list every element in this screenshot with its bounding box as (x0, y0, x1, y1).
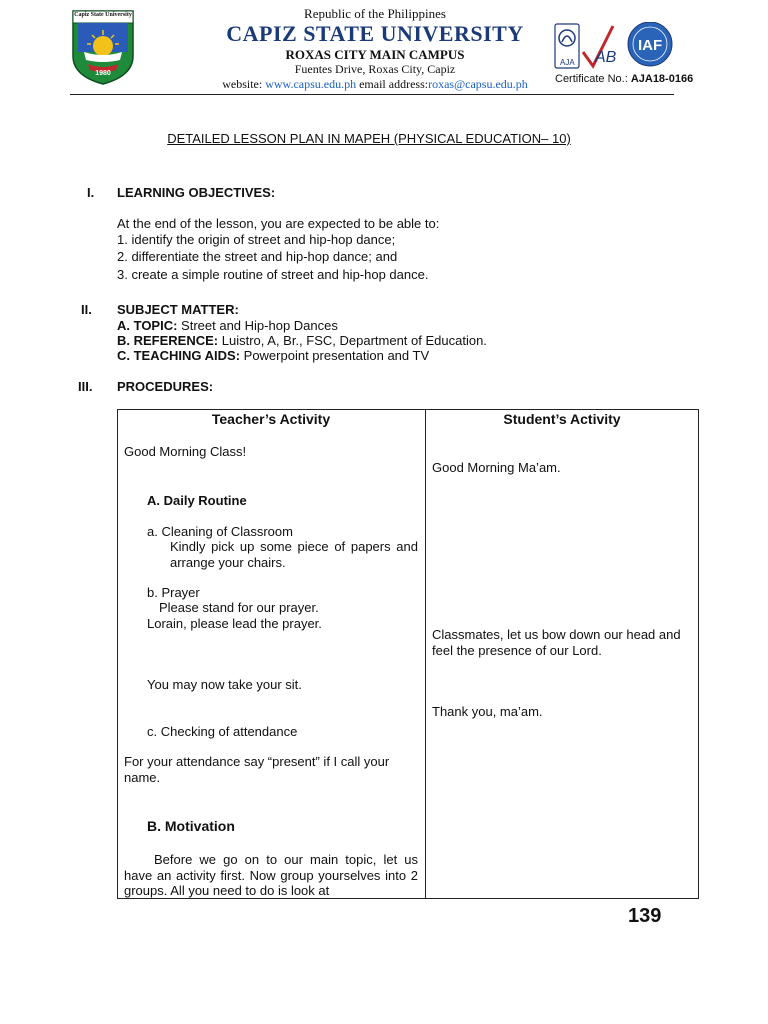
section-procedures-title: PROCEDURES: (117, 379, 214, 394)
subject-teaching-aids (117, 348, 429, 364)
subject-topic (117, 318, 338, 334)
attendance-detail: For your attendance say “present” if I call your name. (124, 754, 390, 785)
page-number: 139 (628, 905, 662, 927)
attendance-item: c. Checking of attendance (147, 724, 298, 739)
website-link[interactable]: www.capsu.edu.ph (265, 77, 357, 91)
certificate-value: AJA18-0166 (630, 73, 694, 85)
iaf-logo-text: IAF (638, 37, 663, 54)
logo-year: 1980 (95, 70, 111, 77)
teaching-aids-label: C. TEACHING AIDS: (117, 348, 241, 363)
reference-label: B. REFERENCE: (117, 333, 219, 348)
section-subject-number: II. (81, 302, 92, 317)
student-prayer: Classmates, let us bow down our head and feel the presence of our Lord. (432, 627, 681, 658)
teacher-greeting: Good Morning Class! (124, 444, 247, 459)
certificate-label: Certificate No.: (555, 73, 631, 85)
section-subject-title: SUBJECT MATTER: (117, 302, 239, 317)
section-objectives-number: I. (87, 185, 95, 200)
section-procedures-number: III. (78, 379, 93, 394)
contact-line (190, 77, 560, 92)
reference-value: Luistro, A, Br., FSC, Department of Education. (218, 333, 487, 348)
prayer-lead: Lorain, please lead the prayer. (147, 616, 322, 631)
header-divider (70, 94, 674, 95)
objective-item: 2. differentiate the street and hip-hop dance; and (117, 249, 398, 264)
table-column-divider (425, 409, 426, 899)
daily-routine-heading: A. Daily Routine (147, 493, 247, 508)
cleaning-detail: Kindly pick up some piece of papers and arrange your chairs. (170, 539, 418, 570)
objective-item: 3. create a simple routine of street and hip-hop dance. (117, 267, 429, 282)
prayer-stand: Please stand for our prayer. (159, 600, 319, 615)
certificate-number (555, 73, 693, 85)
document-title: DETAILED LESSON PLAN IN MAPEH (PHYSICAL EDUCATION– 10) (167, 131, 571, 146)
cleaning-item: a. Cleaning of Classroom (147, 524, 293, 539)
topic-value: Street and Hip-hop Dances (177, 318, 338, 333)
teaching-aids-value: Powerpoint presentation and TV (240, 348, 430, 363)
objectives-intro: At the end of the lesson, you are expected to be able to: (117, 216, 440, 231)
section-objectives-title: LEARNING OBJECTIVES: (117, 185, 276, 200)
email-label: email address: (356, 77, 429, 91)
objective-item: 1. identify the origin of street and hip-hop dance; (117, 232, 396, 247)
campus-name: ROXAS CITY MAIN CAMPUS (285, 47, 465, 62)
motivation-heading: B. Motivation (147, 818, 235, 834)
aja-logo-text: AJA (560, 58, 575, 67)
campus-address: Fuentes Drive, Roxas City, Capiz (294, 62, 456, 76)
prayer-item: b. Prayer (147, 585, 200, 600)
letterhead (190, 6, 560, 92)
student-greeting: Good Morning Ma’am. (432, 460, 561, 475)
take-sit: You may now take your sit. (147, 677, 302, 692)
topic-label: A. TOPIC: (117, 318, 178, 333)
student-thanks: Thank you, ma’am. (432, 704, 543, 719)
student-activity-header: Student’s Activity (503, 411, 621, 427)
certification-logos (553, 22, 677, 72)
email-link[interactable]: roxas@capsu.edu.ph (428, 77, 528, 91)
logo-text: Capiz State University (74, 12, 132, 18)
university-name: CAPIZ STATE UNIVERSITY (226, 21, 524, 46)
subject-reference (117, 333, 487, 349)
republic-line: Republic of the Philippines (304, 6, 446, 21)
website-label: website: (222, 77, 266, 91)
teacher-activity-header: Teacher’s Activity (211, 411, 331, 427)
svg-text:AB: AB (595, 49, 617, 66)
ukas-checkmark-icon (583, 26, 617, 66)
motivation-detail: Before we go on to our main topic, let us have an activity first. Now group yourselves into 2 groups. All you need to do is look at (124, 852, 418, 898)
